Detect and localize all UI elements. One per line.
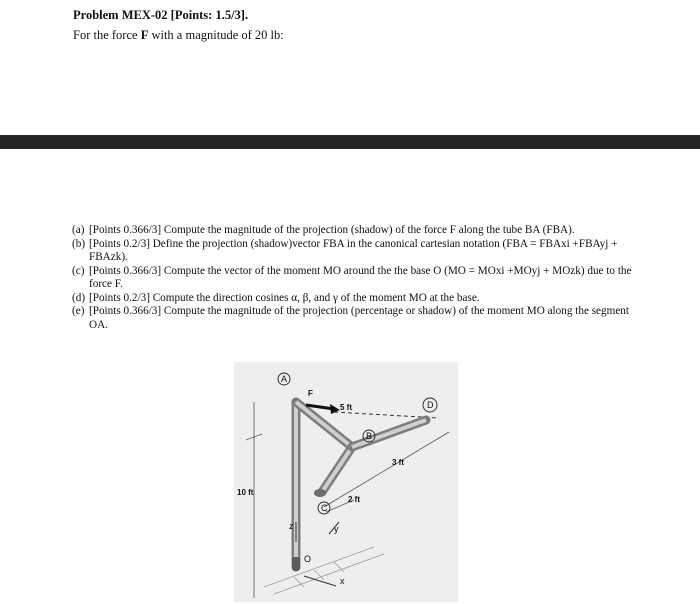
part-text: [Points 0.366/3] Compute the magnitude of the projection (percentage or shadow) of the moment MO along the segment OA. — [89, 305, 629, 331]
intro-prefix: For the force — [73, 28, 141, 42]
dim-2ft-label: 2 ft — [348, 495, 360, 504]
structure-figure — [234, 362, 458, 602]
part-text: [Points 0.2/3] Define the projection (shadow)vector FBA in the canonical cartesian notation (FBA = FBAxi +FBAyj + FBAzk). — [89, 237, 618, 263]
intro-force-symbol: F — [140, 28, 149, 42]
base-O — [292, 557, 300, 571]
dim-10ft-label: 10 ft — [237, 488, 254, 497]
force-label: F — [308, 389, 313, 398]
point-C-label: C — [321, 503, 328, 513]
part-label: (e) — [72, 305, 85, 317]
question-part-c — [72, 265, 632, 292]
part-text: [Points 0.366/3] Compute the magnitude of the projection (shadow) of the force F along the tube BA (FBA). — [89, 224, 575, 236]
intro-suffix: with a magnitude of 20 lb: — [148, 28, 284, 42]
question-part-e — [72, 305, 632, 332]
dark-divider-band — [0, 135, 700, 149]
dim-5ft-label: 5 ft — [340, 403, 352, 412]
point-B-label: B — [366, 431, 373, 441]
question-parts — [72, 224, 632, 332]
dim-3ft-label: 3 ft — [392, 458, 404, 467]
problem-title: Problem MEX-02 [Points: 1.5/3]. — [73, 8, 249, 22]
point-D-label: D — [427, 400, 434, 410]
problem-intro — [73, 28, 284, 43]
question-part-d — [72, 292, 632, 306]
part-label: (c) — [72, 264, 85, 277]
figure-background — [234, 362, 458, 602]
question-part-a — [72, 224, 632, 238]
part-text: [Points 0.366/3] Compute the vector of the moment MO around the the base O (MO = MOxi +MOyj + MOzk) due to the force F. — [89, 264, 632, 290]
part-label: (d) — [72, 291, 86, 304]
question-part-b — [72, 238, 632, 265]
part-text: [Points 0.2/3] Compute the direction cosines α, β, and γ of the moment MO at the base. — [89, 291, 480, 304]
axis-z-label: z — [289, 521, 294, 531]
point-A-label: A — [281, 374, 288, 384]
point-O-label: O — [304, 554, 312, 564]
part-label: (a) — [72, 224, 85, 236]
axis-y-label: y — [334, 524, 339, 534]
tube-end-C — [314, 489, 326, 497]
part-label: (b) — [72, 237, 86, 250]
axis-x-label: x — [340, 576, 345, 586]
structure-diagram — [234, 362, 458, 602]
